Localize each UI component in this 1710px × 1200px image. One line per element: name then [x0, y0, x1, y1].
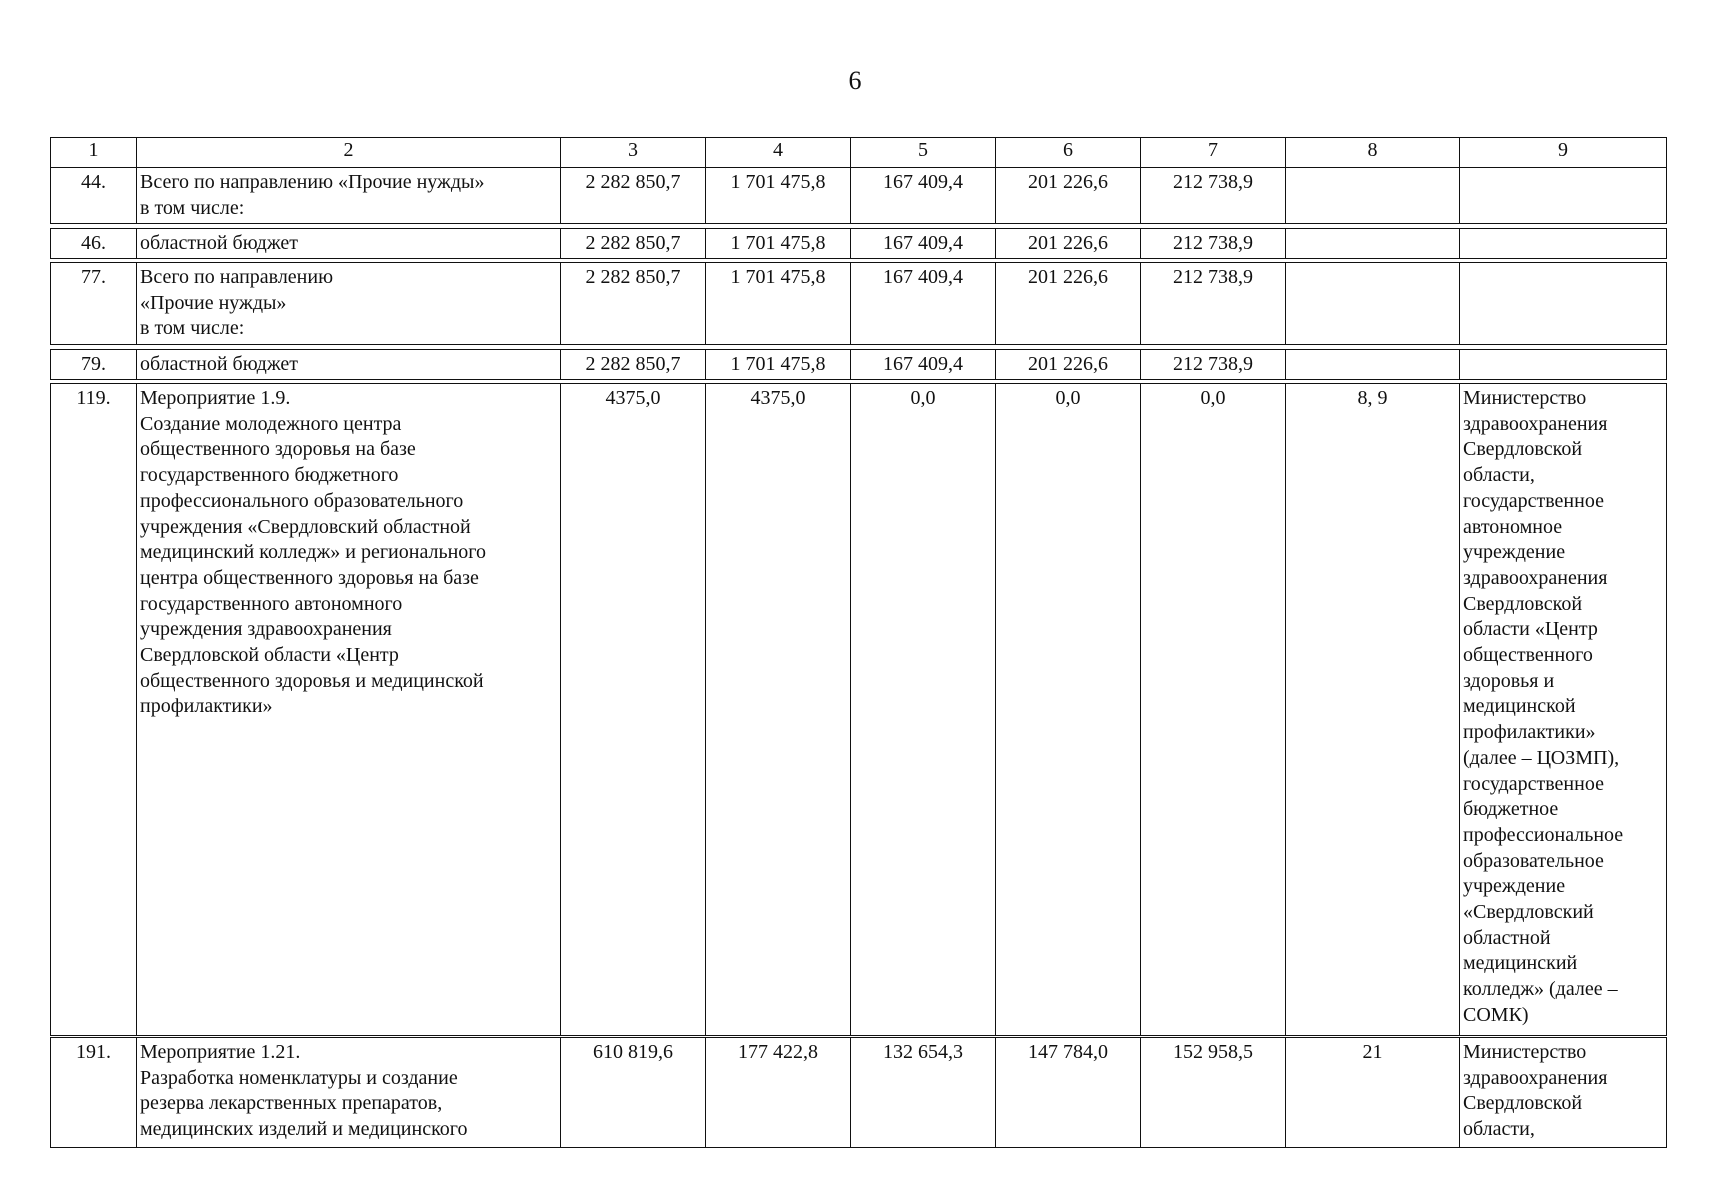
value-col-4: 1 701 475,8 — [706, 350, 851, 380]
value-col-5: 132 654,3 — [851, 1038, 996, 1148]
column-header: 6 — [996, 138, 1141, 168]
table-row — [51, 168, 1667, 224]
responsible — [1460, 168, 1667, 224]
value-col-6: 201 226,6 — [996, 229, 1141, 259]
table-row — [51, 350, 1667, 380]
responsible — [1460, 263, 1667, 345]
column-header: 9 — [1460, 138, 1667, 168]
row-number: 77. — [51, 263, 137, 345]
value-col-6: 201 226,6 — [996, 168, 1141, 224]
responsible: Министерство здравоохранения Свердловской области, государственное автономное учреждение здравоохранения Свердловской области «Центр общественного здоровья и медицинской профилактики» (далее – ЦОЗМП), государственное бюджетное профессиональное образовательное учреждение «Свердловский областной медицинский колледж» (далее – СОМК) — [1460, 384, 1667, 1036]
value-col-4: 1 701 475,8 — [706, 263, 851, 345]
row-number: 79. — [51, 350, 137, 380]
row-description: областной бюджет — [137, 350, 561, 380]
value-col-8 — [1286, 229, 1460, 259]
table-block-2 — [50, 228, 1667, 259]
column-header-row — [51, 138, 1667, 168]
row-number: 44. — [51, 168, 137, 224]
table-row — [51, 384, 1667, 1036]
row-number: 46. — [51, 229, 137, 259]
column-header: 1 — [51, 138, 137, 168]
table-block-4 — [50, 349, 1667, 380]
value-col-3: 2 282 850,7 — [561, 229, 706, 259]
value-col-3: 2 282 850,7 — [561, 350, 706, 380]
value-col-3: 2 282 850,7 — [561, 263, 706, 345]
value-col-8: 21 — [1286, 1038, 1460, 1148]
page-number: 6 — [848, 66, 862, 95]
value-col-5: 167 409,4 — [851, 229, 996, 259]
row-number: 191. — [51, 1038, 137, 1148]
value-col-8: 8, 9 — [1286, 384, 1460, 1036]
table-row — [51, 263, 1667, 345]
value-col-3: 2 282 850,7 — [561, 168, 706, 224]
row-description: Всего по направлению «Прочие нужды» в том числе: — [137, 168, 561, 224]
value-col-3: 610 819,6 — [561, 1038, 706, 1148]
row-description: областной бюджет — [137, 229, 561, 259]
value-col-7: 152 958,5 — [1141, 1038, 1286, 1148]
value-col-5: 167 409,4 — [851, 263, 996, 345]
column-header: 4 — [706, 138, 851, 168]
value-col-6: 201 226,6 — [996, 263, 1141, 345]
value-col-7: 212 738,9 — [1141, 350, 1286, 380]
value-col-8 — [1286, 350, 1460, 380]
column-header: 7 — [1141, 138, 1286, 168]
value-col-6: 0,0 — [996, 384, 1141, 1036]
table-block-3 — [50, 262, 1667, 345]
value-col-4: 1 701 475,8 — [706, 168, 851, 224]
responsible — [1460, 350, 1667, 380]
table-block-5 — [50, 383, 1667, 1036]
table-block-1 — [50, 137, 1667, 224]
responsible — [1460, 229, 1667, 259]
value-col-3: 4375,0 — [561, 384, 706, 1036]
column-header: 2 — [137, 138, 561, 168]
value-col-4: 177 422,8 — [706, 1038, 851, 1148]
value-col-7: 212 738,9 — [1141, 263, 1286, 345]
row-description: Мероприятие 1.9. Создание молодежного центра общественного здоровья на базе государственного бюджетного профессионального образовательного учреждения «Свердловский областной медицинский колледж» и регионального центра общественного здоровья на базе государственного автономного учреждения здравоохранения Свердловской области «Центр общественного здоровья и медицинской профилактики» — [137, 384, 561, 1036]
value-col-4: 4375,0 — [706, 384, 851, 1036]
value-col-5: 0,0 — [851, 384, 996, 1036]
column-header: 3 — [561, 138, 706, 168]
row-number: 119. — [51, 384, 137, 1036]
value-col-7: 212 738,9 — [1141, 229, 1286, 259]
table-row — [51, 229, 1667, 259]
value-col-5: 167 409,4 — [851, 168, 996, 224]
value-col-7: 212 738,9 — [1141, 168, 1286, 224]
column-header: 8 — [1286, 138, 1460, 168]
row-description: Всего по направлению «Прочие нужды» в том числе: — [137, 263, 561, 345]
value-col-8 — [1286, 168, 1460, 224]
table-block-6 — [50, 1037, 1667, 1148]
value-col-8 — [1286, 263, 1460, 345]
responsible: Министерство здравоохранения Свердловской области, — [1460, 1038, 1667, 1148]
column-header: 5 — [851, 138, 996, 168]
value-col-6: 201 226,6 — [996, 350, 1141, 380]
value-col-7: 0,0 — [1141, 384, 1286, 1036]
value-col-5: 167 409,4 — [851, 350, 996, 380]
value-col-4: 1 701 475,8 — [706, 229, 851, 259]
row-description: Мероприятие 1.21. Разработка номенклатуры и создание резерва лекарственных препаратов, медицинских изделий и медицинского — [137, 1038, 561, 1148]
value-col-6: 147 784,0 — [996, 1038, 1141, 1148]
table-row — [51, 1038, 1667, 1148]
